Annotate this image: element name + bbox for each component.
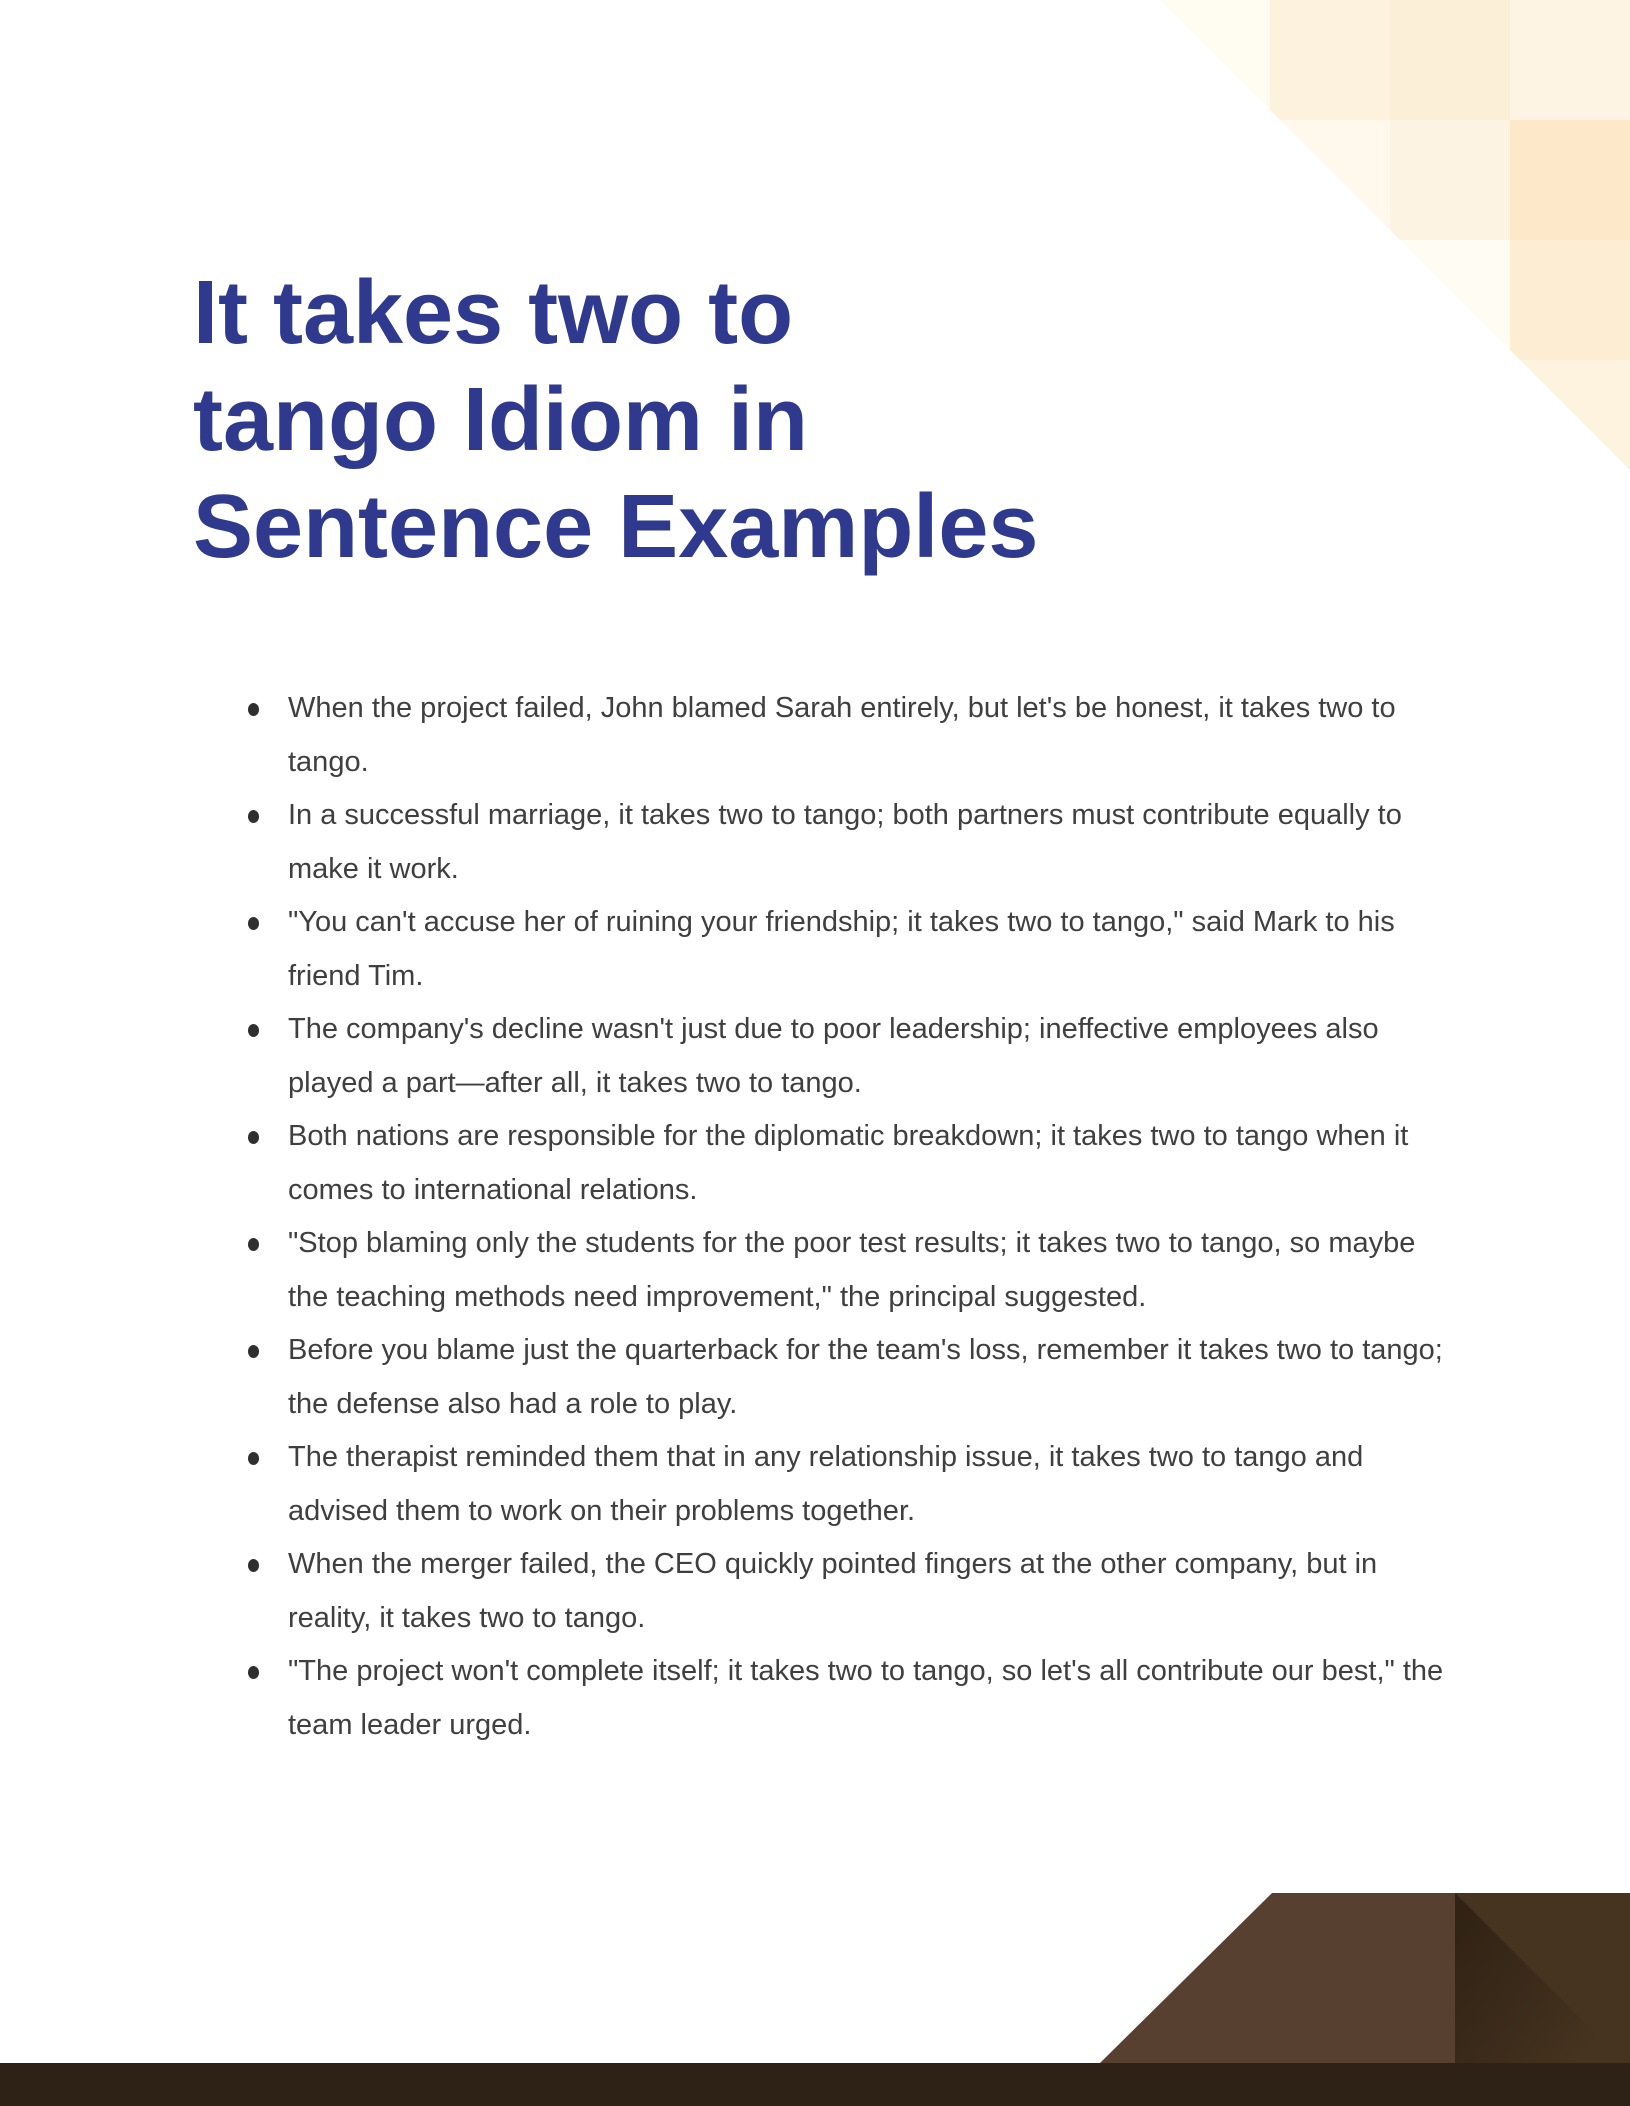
list-item — [288, 1324, 1448, 1431]
footer-bar-decoration — [0, 2063, 1630, 2106]
bullet-dot-icon — [248, 810, 259, 823]
mosaic-tile — [1510, 240, 1630, 360]
mosaic-tile — [1390, 120, 1510, 240]
corner-mosaic-decoration — [1150, 0, 1630, 478]
mosaic-tile — [1390, 240, 1510, 360]
bullet-list — [288, 682, 1448, 1752]
bullet-dot-icon — [248, 1024, 259, 1037]
list-item-text: "You can't accuse her of ruining your friendship; it takes two to tango," said Mark to his friend Tim. — [288, 906, 1395, 992]
mosaic-tile — [1270, 120, 1390, 240]
list-item — [288, 1217, 1448, 1324]
list-item-text: When the merger failed, the CEO quickly pointed fingers at the other company, but in reality, it takes two to tango. — [288, 1548, 1378, 1634]
list-item — [288, 1645, 1448, 1752]
bullet-dot-icon — [248, 1666, 259, 1679]
page-title-line-3: Sentence Examples — [193, 477, 1039, 577]
page-title-line-2: tango Idiom in — [193, 370, 808, 470]
mosaic-tile — [1150, 120, 1270, 240]
list-item-text: In a successful marriage, it takes two to tango; both partners must contribute equally to make it work. — [288, 799, 1402, 885]
list-item-text: When the project failed, John blamed Sarah entirely, but let's be honest, it takes two to tango. — [288, 692, 1396, 778]
list-item — [288, 789, 1448, 896]
mosaic-tile — [1510, 360, 1630, 480]
list-item — [288, 682, 1448, 789]
bullet-dot-icon — [248, 1559, 259, 1572]
bullet-dot-icon — [248, 1452, 259, 1465]
list-item — [288, 1538, 1448, 1645]
list-item-text: Before you blame just the quarterback for the team's loss, remember it takes two to tango; the defense also had a role to play. — [288, 1334, 1443, 1420]
list-item-text: The company's decline wasn't just due to poor leadership; ineffective employees also played a part—after all, it takes two to tango. — [288, 1013, 1379, 1099]
list-item — [288, 896, 1448, 1003]
bullet-dot-icon — [248, 1345, 259, 1358]
bullet-dot-icon — [248, 1131, 259, 1144]
page-title — [193, 260, 1038, 581]
mosaic-tile — [1510, 0, 1630, 120]
list-item-text: The therapist reminded them that in any relationship issue, it takes two to tango and advised them to work on their problems together. — [288, 1441, 1364, 1527]
mosaic-tile — [1270, 240, 1390, 360]
list-item — [288, 1431, 1448, 1538]
mosaic-tile — [1150, 240, 1270, 360]
list-item-text: Both nations are responsible for the diplomatic breakdown; it takes two to tango when it comes to international relations. — [288, 1120, 1409, 1206]
mosaic-tile — [1150, 0, 1270, 120]
list-item-text: "Stop blaming only the students for the poor test results; it takes two to tango, so maybe the teaching methods need improvement," the principal suggested. — [288, 1227, 1416, 1313]
footer-right-block-decoration — [1455, 1893, 1630, 2063]
list-item — [288, 1003, 1448, 1110]
bullet-dot-icon — [248, 917, 259, 930]
mosaic-tile — [1150, 360, 1270, 480]
list-item-text: "The project won't complete itself; it takes two to tango, so let's all contribute our best," the team leader urged. — [288, 1655, 1444, 1741]
mosaic-tile — [1510, 120, 1630, 240]
footer-trapezoid-decoration — [1100, 1893, 1455, 2063]
bullet-dot-icon — [248, 1238, 259, 1251]
sentence-examples-list — [288, 682, 1448, 1752]
bullet-dot-icon — [248, 703, 259, 716]
list-item — [288, 1110, 1448, 1217]
mosaic-tile — [1270, 360, 1390, 480]
page-title-line-1: It takes two to — [193, 263, 794, 363]
mosaic-tile — [1390, 360, 1510, 480]
mosaic-tile — [1270, 0, 1390, 120]
mosaic-tile — [1390, 0, 1510, 120]
